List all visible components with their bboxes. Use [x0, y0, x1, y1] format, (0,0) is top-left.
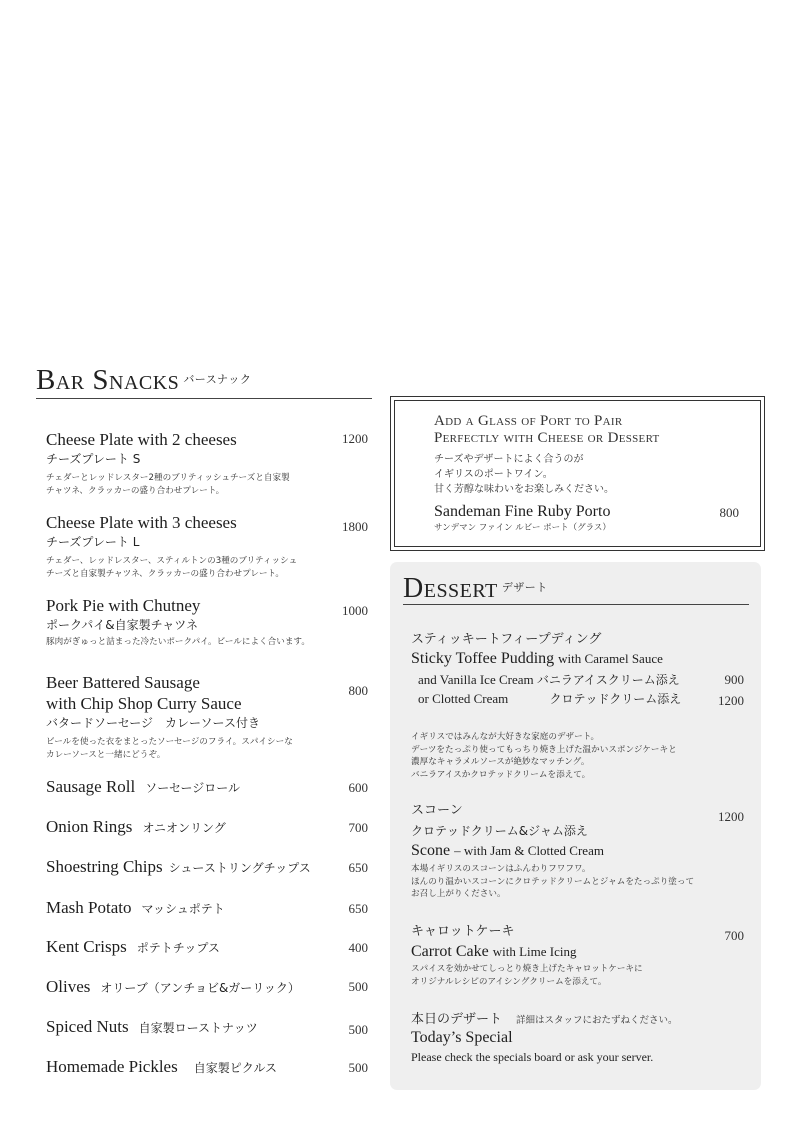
dessert-name: Sticky Toffee Pudding	[411, 650, 555, 667]
menu-item-desc: チーズと自家製チャツネ、クラッカーの盛り合わせプレート。	[46, 569, 284, 579]
bar-snacks-title	[36, 364, 251, 397]
menu-item-name: Sausage Roll	[46, 777, 136, 796]
menu-item-name: Mash Potato	[46, 898, 132, 917]
dessert-option-clotted-cream	[418, 690, 681, 707]
dessert-desc: オリジナルレシピのアイシングクリームを添えて。	[411, 976, 607, 987]
menu-item-name: Shoestring Chips	[46, 857, 163, 876]
dessert-desc: 濃厚なキャラメルソースが絶妙なマッチング。	[411, 757, 590, 767]
menu-item-name-jp: マッシュポテト	[141, 902, 225, 916]
dessert-carrot-cake-price: 700	[724, 928, 744, 943]
menu-item-desc: チェダー、レッドレスター、スティルトンの3種のブリティッシュ	[46, 556, 298, 566]
dessert-special-note: Please check the specials board or ask your server.	[411, 1050, 654, 1064]
port-item-price: 800	[719, 505, 739, 520]
menu-item-price: 650	[348, 860, 368, 875]
dessert-title-jp: デザート	[501, 581, 548, 594]
option-jp: クロテッドクリーム添え	[549, 692, 682, 706]
menu-item-desc: 豚肉がぎゅっと詰まった冷たいポークパイ。ビールによく合います。	[46, 637, 310, 647]
dessert-carrot-cake-desc	[411, 963, 751, 988]
dessert-name: Carrot Cake	[411, 943, 489, 960]
dessert-name: Scone	[411, 842, 451, 859]
dessert-scone-jp-sub	[411, 822, 588, 839]
menu-item-mash-potato	[46, 897, 225, 920]
option-en: and Vanilla Ice Cream	[418, 672, 534, 687]
dessert-sticky-toffee-desc	[411, 731, 751, 781]
menu-item-name-jp: バタードソーセージ カレーソース付き	[46, 716, 260, 730]
dessert-option-price: 1200	[718, 693, 744, 708]
menu-item-pork-pie	[46, 595, 376, 649]
port-item-name-jp: サンデマン ファイン ルビー ポート（グラス）	[434, 523, 611, 533]
dessert-option-ice-cream	[418, 671, 680, 688]
dessert-special-jp-name: 本日のデザート	[411, 1012, 503, 1027]
menu-item-name-jp: ポテトチップス	[136, 941, 220, 955]
dessert-name-suffix: with Caramel Sauce	[558, 651, 663, 666]
menu-item-price: 1000	[342, 603, 368, 618]
menu-item-price: 1200	[342, 431, 368, 446]
menu-item-sausage-roll	[46, 776, 240, 799]
port-title: Add a Glass of Port to Pair	[434, 413, 623, 429]
bar-snacks-divider	[36, 398, 372, 399]
dessert-desc: お召し上がりください。	[411, 889, 506, 899]
menu-item-name-jp: オニオンリング	[142, 821, 226, 835]
dessert-carrot-cake-name	[411, 943, 577, 961]
menu-item-price: 1800	[342, 519, 368, 534]
dessert-special-jp	[411, 1008, 678, 1028]
menu-item-price: 650	[348, 901, 368, 916]
dessert-desc: バニラアイスかクロテッドクリームを添えて。	[411, 769, 591, 780]
port-desc: チーズやデザートによく合うのが	[434, 454, 584, 465]
menu-item-name-jp: チーズプレート S	[46, 452, 141, 466]
menu-item-homemade-pickles	[46, 1056, 277, 1079]
dessert-sticky-toffee-jp: スティッキートフィープディング	[411, 632, 602, 647]
dessert-desc: デーツをたっぷり使ってもっちり焼き上げた温かいスポンジケーキと	[411, 744, 677, 755]
menu-item-desc: カレーソースと一緒にどうぞ。	[46, 750, 166, 760]
dessert-carrot-cake-jp: キャロットケーキ	[411, 924, 515, 939]
menu-item-name: Kent Crisps	[46, 937, 127, 956]
dessert-option-price: 900	[724, 672, 744, 687]
menu-item-onion-rings	[46, 816, 226, 839]
dessert-special-name: Today’s Special	[411, 1029, 513, 1046]
bar-snacks-title-en: Bar Snacks	[36, 364, 180, 396]
menu-item-name-jp: 自家製ピクルス	[193, 1061, 277, 1075]
dessert-scone-price: 1200	[718, 809, 744, 824]
menu-item-name-jp: 自家製ローストナッツ	[138, 1021, 258, 1035]
port-pairing-content	[434, 413, 754, 497]
dessert-desc: スパイスを効かせてしっとり焼き上げたキャロットケーキに	[411, 964, 643, 974]
menu-item-name-jp: チーズプレート L	[46, 535, 140, 549]
menu-item-cheese-plate-2	[46, 429, 376, 498]
option-en: or Clotted Cream	[418, 691, 509, 706]
menu-item-price: 500	[348, 1060, 368, 1075]
menu-item-name-jp: ソーセージロール	[145, 781, 241, 795]
dessert-scone-name	[411, 842, 604, 860]
port-desc: イギリスのポートワイン。	[434, 469, 553, 480]
port-title: Perfectly with Cheese or Dessert	[434, 430, 660, 446]
menu-item-name: Cheese Plate with 2 cheeses	[46, 430, 237, 449]
dessert-title	[403, 573, 548, 605]
menu-item-price: 500	[348, 1022, 368, 1037]
dessert-scone-desc	[411, 863, 756, 901]
dessert-name-suffix: – with Jam & Clotted Cream	[454, 843, 604, 858]
menu-item-kent-crisps	[46, 936, 220, 959]
menu-item-name-jp: オリーブ（アンチョビ&ガーリック）	[100, 981, 300, 995]
option-jp: バニラアイスクリーム添え	[536, 673, 680, 687]
menu-item-name: Beer Battered Sausage	[46, 673, 200, 692]
menu-item-desc: ビールを使った衣をまとったソーセージのフライ。スパイシーな	[46, 737, 293, 747]
dessert-desc: イギリスではみんなが大好きな家庭のデザート。	[411, 732, 600, 742]
dessert-sticky-toffee-name	[411, 650, 663, 668]
dessert-special-jp-note: 詳細はスタッフにおたずねください。	[516, 1015, 678, 1026]
port-item-name: Sandeman Fine Ruby Porto	[434, 503, 611, 520]
menu-item-price: 800	[348, 683, 368, 698]
menu-item-beer-battered-sausage	[46, 672, 376, 762]
menu-item-price: 400	[348, 940, 368, 955]
menu-item-price: 700	[348, 820, 368, 835]
dessert-name-suffix: with Lime Icing	[492, 944, 577, 959]
menu-item-price: 500	[348, 979, 368, 994]
menu-item-spiced-nuts	[46, 1016, 258, 1039]
dessert-divider	[403, 604, 749, 605]
menu-item-name: with Chip Shop Curry Sauce	[46, 694, 242, 713]
dessert-desc: 本場イギリスのスコーンはふんわりフワフワ。	[411, 864, 591, 874]
menu-item-desc: チャツネ、クラッカーの盛り合わせプレート。	[46, 486, 225, 496]
menu-item-name: Spiced Nuts	[46, 1017, 129, 1036]
menu-item-name: Pork Pie with Chutney	[46, 596, 201, 615]
menu-item-shoestring-chips	[46, 856, 311, 879]
dessert-scone-jp-sub-text: クロテッドクリーム&ジャム添え	[411, 824, 588, 838]
dessert-title-en: Dessert	[403, 573, 498, 604]
dessert-desc: ほんのり温かいスコーンにクロテッドクリームとジャムをたっぷり塗って	[411, 876, 695, 887]
menu-item-price: 600	[348, 780, 368, 795]
menu-item-olives	[46, 976, 300, 999]
menu-item-name: Olives	[46, 977, 91, 996]
menu-item-name-jp: ポークパイ&自家製チャツネ	[46, 618, 199, 632]
bar-snacks-title-jp: バースナック	[183, 373, 252, 386]
menu-item-name: Onion Rings	[46, 817, 133, 836]
menu-item-name: Cheese Plate with 3 cheeses	[46, 513, 237, 532]
port-desc: 甘く芳醇な味わいをお楽しみください。	[434, 484, 614, 495]
menu-item-cheese-plate-3	[46, 512, 376, 581]
menu-item-desc: チェダーとレッドレスター2種のブリティッシュチーズと自家製	[46, 473, 290, 483]
dessert-scone-jp: スコーン	[411, 803, 463, 818]
menu-item-name: Homemade Pickles	[46, 1057, 178, 1076]
menu-item-name-jp: シューストリングチップス	[168, 861, 311, 875]
